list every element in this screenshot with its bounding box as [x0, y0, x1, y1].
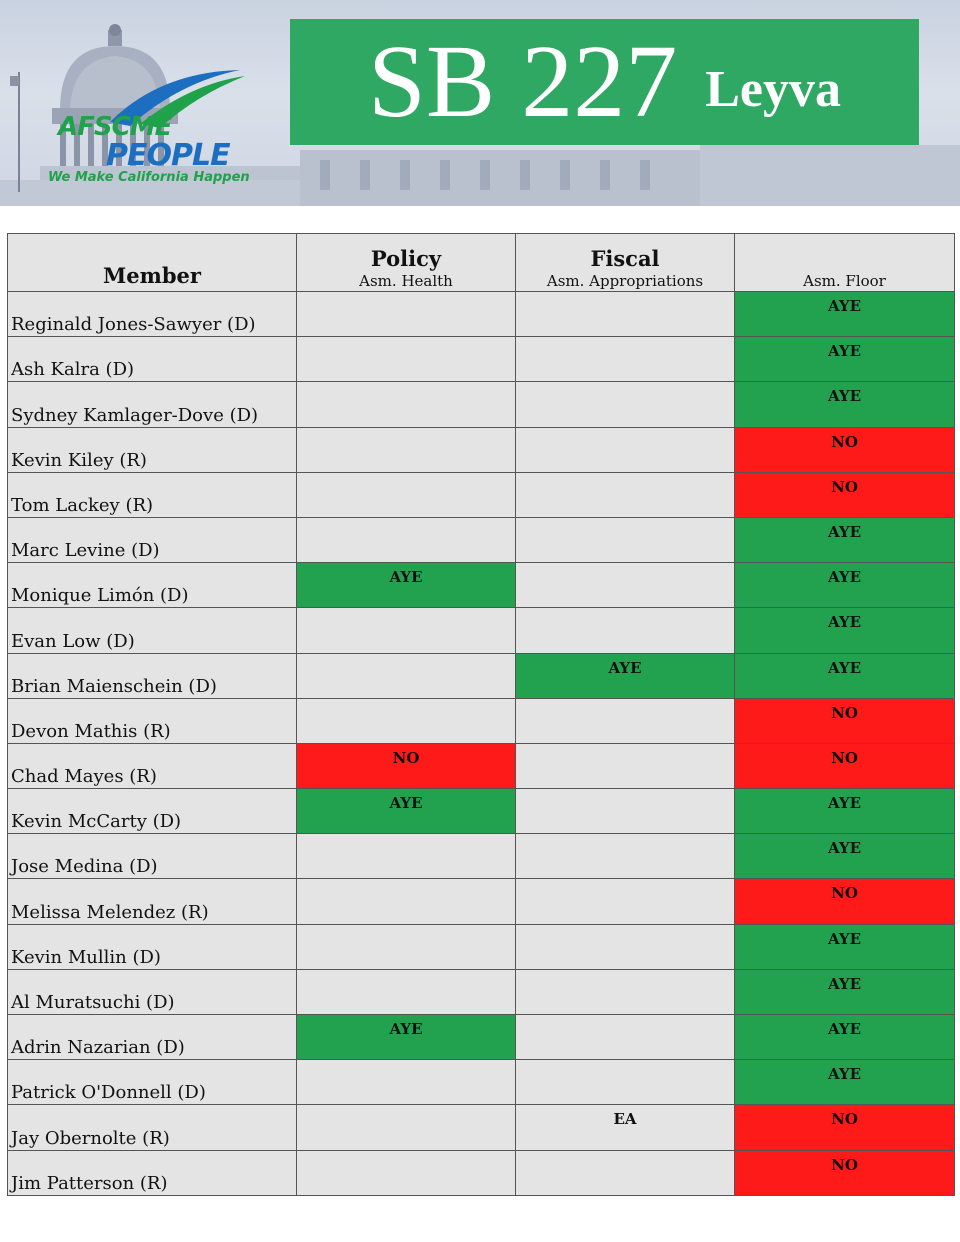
policy-vote-cell: NO: [297, 743, 516, 788]
policy-vote-cell: [297, 292, 516, 337]
fiscal-vote-cell: [516, 427, 735, 472]
policy-vote-cell: [297, 969, 516, 1014]
policy-vote-cell: [297, 1060, 516, 1105]
header-floor-sub: Asm. Floor: [803, 272, 886, 290]
fiscal-vote-cell: [516, 969, 735, 1014]
fiscal-vote-cell: [516, 698, 735, 743]
floor-vote-cell: NO: [735, 698, 955, 743]
afscme-logo: [40, 62, 280, 192]
table-row: [8, 698, 955, 743]
floor-vote-cell: AYE: [735, 653, 955, 698]
member-name: Reginald Jones-Sawyer (D): [8, 292, 297, 337]
floor-vote-cell: AYE: [735, 337, 955, 382]
floor-vote-cell: AYE: [735, 789, 955, 834]
floor-vote-cell: NO: [735, 879, 955, 924]
fiscal-vote-cell: [516, 924, 735, 969]
policy-vote-cell: [297, 1105, 516, 1150]
member-name: Adrin Nazarian (D): [8, 1015, 297, 1060]
bill-author: Leyva: [705, 60, 841, 118]
table-row: [8, 1105, 955, 1150]
floor-vote-cell: AYE: [735, 969, 955, 1014]
policy-vote-cell: [297, 924, 516, 969]
member-name: Kevin McCarty (D): [8, 789, 297, 834]
member-name: Brian Maienschein (D): [8, 653, 297, 698]
fiscal-vote-cell: [516, 337, 735, 382]
member-name: Jay Obernolte (R): [8, 1105, 297, 1150]
fiscal-vote-cell: [516, 1060, 735, 1105]
table-row: [8, 382, 955, 427]
table-row: [8, 472, 955, 517]
fiscal-vote-cell: [516, 563, 735, 608]
floor-vote-cell: NO: [735, 1150, 955, 1195]
policy-vote-cell: [297, 879, 516, 924]
fiscal-vote-cell: [516, 472, 735, 517]
table-header-row: [8, 234, 955, 292]
policy-vote-cell: [297, 608, 516, 653]
policy-vote-cell: AYE: [297, 563, 516, 608]
member-name: Melissa Melendez (R): [8, 879, 297, 924]
vote-table-body: [8, 292, 955, 1196]
policy-vote-cell: AYE: [297, 1015, 516, 1060]
floor-vote-cell: AYE: [735, 834, 955, 879]
header-banner: [0, 0, 960, 206]
table-row: [8, 789, 955, 834]
table-row: [8, 743, 955, 788]
member-name: Jose Medina (D): [8, 834, 297, 879]
floor-vote-cell: NO: [735, 1105, 955, 1150]
table-row: [8, 653, 955, 698]
member-name: Marc Levine (D): [8, 517, 297, 562]
member-name: Patrick O'Donnell (D): [8, 1060, 297, 1105]
table-row: [8, 292, 955, 337]
member-name: Evan Low (D): [8, 608, 297, 653]
fiscal-vote-cell: [516, 517, 735, 562]
table-row: [8, 969, 955, 1014]
header-policy: [297, 234, 516, 292]
table-row: [8, 427, 955, 472]
vote-table: [7, 233, 955, 1196]
fiscal-vote-cell: [516, 743, 735, 788]
fiscal-vote-cell: [516, 1150, 735, 1195]
floor-vote-cell: AYE: [735, 1015, 955, 1060]
member-name: Sydney Kamlager-Dove (D): [8, 382, 297, 427]
table-row: [8, 337, 955, 382]
policy-vote-cell: [297, 1150, 516, 1195]
member-name: Chad Mayes (R): [8, 743, 297, 788]
member-name: Al Muratsuchi (D): [8, 969, 297, 1014]
table-row: [8, 1150, 955, 1195]
table-row: [8, 1015, 955, 1060]
member-name: Kevin Kiley (R): [8, 427, 297, 472]
policy-vote-cell: [297, 337, 516, 382]
floor-vote-cell: AYE: [735, 292, 955, 337]
policy-vote-cell: [297, 698, 516, 743]
member-name: Monique Limón (D): [8, 563, 297, 608]
floor-vote-cell: AYE: [735, 563, 955, 608]
policy-vote-cell: [297, 427, 516, 472]
fiscal-vote-cell: [516, 1015, 735, 1060]
policy-vote-cell: [297, 653, 516, 698]
floor-vote-cell: AYE: [735, 382, 955, 427]
table-row: [8, 563, 955, 608]
fiscal-vote-cell: [516, 292, 735, 337]
table-row: [8, 879, 955, 924]
header-fiscal-sub: Asm. Appropriations: [546, 272, 704, 290]
member-name: Kevin Mullin (D): [8, 924, 297, 969]
logo-tagline: We Make California Happen: [48, 170, 250, 185]
floor-vote-cell: AYE: [735, 608, 955, 653]
policy-vote-cell: [297, 472, 516, 517]
fiscal-vote-cell: [516, 879, 735, 924]
policy-vote-cell: [297, 834, 516, 879]
logo-afscme-text: AFSCME: [58, 112, 172, 142]
floor-vote-cell: NO: [735, 743, 955, 788]
policy-vote-cell: AYE: [297, 789, 516, 834]
floor-vote-cell: NO: [735, 427, 955, 472]
header-fiscal: [516, 234, 735, 292]
table-row: [8, 517, 955, 562]
fiscal-vote-cell: AYE: [516, 653, 735, 698]
fiscal-vote-cell: [516, 789, 735, 834]
fiscal-vote-cell: EA: [516, 1105, 735, 1150]
logo-people-text: PEOPLE: [106, 138, 230, 173]
header-member: Member: [8, 234, 297, 292]
policy-vote-cell: [297, 382, 516, 427]
policy-vote-cell: [297, 517, 516, 562]
table-row: [8, 1060, 955, 1105]
floor-vote-cell: NO: [735, 472, 955, 517]
floor-vote-cell: AYE: [735, 924, 955, 969]
header-floor: [735, 234, 955, 292]
floor-vote-cell: AYE: [735, 517, 955, 562]
header-policy-title: Policy: [370, 246, 442, 271]
bill-title-box: [290, 19, 919, 145]
fiscal-vote-cell: [516, 834, 735, 879]
table-row: [8, 924, 955, 969]
header-policy-sub: Asm. Health: [359, 272, 453, 290]
floor-vote-cell: AYE: [735, 1060, 955, 1105]
table-row: [8, 834, 955, 879]
member-name: Jim Patterson (R): [8, 1150, 297, 1195]
bill-number: SB 227: [368, 24, 678, 139]
fiscal-vote-cell: [516, 608, 735, 653]
fiscal-vote-cell: [516, 382, 735, 427]
member-name: Devon Mathis (R): [8, 698, 297, 743]
table-row: [8, 608, 955, 653]
header-fiscal-title: Fiscal: [590, 246, 660, 271]
member-name: Tom Lackey (R): [8, 472, 297, 517]
member-name: Ash Kalra (D): [8, 337, 297, 382]
